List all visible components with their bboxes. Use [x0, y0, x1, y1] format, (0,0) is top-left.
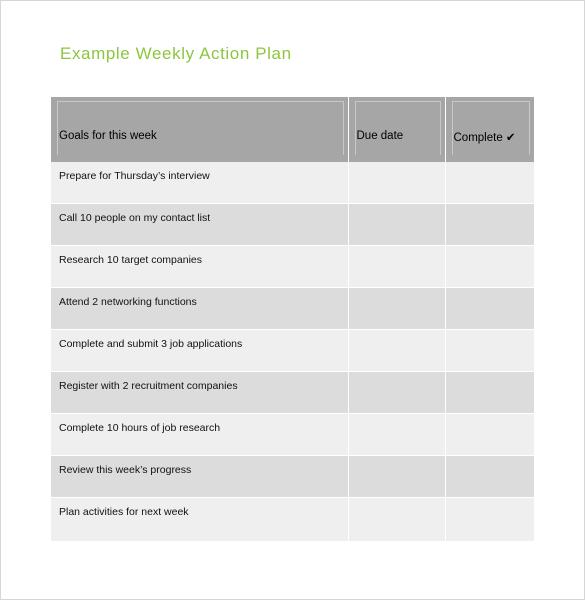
complete-cell: [445, 288, 534, 330]
due-date-cell: [348, 372, 445, 414]
complete-cell: [445, 330, 534, 372]
complete-cell: [445, 456, 534, 498]
page-title: Example Weekly Action Plan: [60, 44, 292, 63]
due-date-cell: [348, 204, 445, 246]
header-cell-frame: [57, 101, 344, 155]
header-complete: [445, 97, 534, 162]
header-cell-frame: [355, 101, 441, 155]
header-complete-label: Complete ✔: [453, 132, 516, 144]
due-date-cell: [348, 162, 445, 204]
complete-cell: [445, 372, 534, 414]
due-date-cell: [348, 288, 445, 330]
goal-text: Call 10 people on my contact list: [59, 212, 211, 224]
table-row: [51, 204, 534, 246]
table-row: [51, 288, 534, 330]
header-due-date: [348, 97, 445, 162]
header-goals: [51, 97, 348, 162]
goal-text: Attend 2 networking functions: [59, 296, 197, 308]
due-date-cell: [348, 414, 445, 456]
due-date-cell: [348, 246, 445, 288]
table-row: [51, 414, 534, 456]
goal-text: Complete and submit 3 job applications: [59, 338, 243, 350]
header-goals-label: Goals for this week: [59, 130, 157, 142]
due-date-cell: [348, 498, 445, 542]
goal-cell: [51, 162, 348, 204]
due-date-cell: [348, 330, 445, 372]
table-row: [51, 372, 534, 414]
header-due-date-label: Due date: [356, 130, 404, 142]
goal-cell: [51, 372, 348, 414]
table-row: [51, 162, 534, 204]
goal-text: Review this week’s progress: [59, 464, 192, 476]
goal-cell: [51, 246, 348, 288]
goal-text: Register with 2 recruitment companies: [59, 380, 238, 392]
table-row: [51, 330, 534, 372]
goal-text: Prepare for Thursday’s interview: [59, 170, 210, 182]
goal-cell: [51, 498, 348, 542]
goal-cell: [51, 288, 348, 330]
due-date-cell: [348, 456, 445, 498]
goal-text: Research 10 target companies: [59, 254, 202, 266]
complete-cell: [445, 414, 534, 456]
goal-cell: [51, 204, 348, 246]
complete-cell: [445, 204, 534, 246]
header-cell-frame: [452, 101, 531, 155]
goal-text: Plan activities for next week: [59, 506, 189, 518]
complete-cell: [445, 498, 534, 542]
goal-cell: [51, 330, 348, 372]
table-row: [51, 246, 534, 288]
goal-cell: [51, 414, 348, 456]
table-row: [51, 498, 534, 542]
action-plan-table: [51, 97, 534, 542]
table-header-row: [51, 97, 534, 162]
table-row: [51, 456, 534, 498]
goal-text: Complete 10 hours of job research: [59, 422, 221, 434]
complete-cell: [445, 246, 534, 288]
goal-cell: [51, 456, 348, 498]
complete-cell: [445, 162, 534, 204]
